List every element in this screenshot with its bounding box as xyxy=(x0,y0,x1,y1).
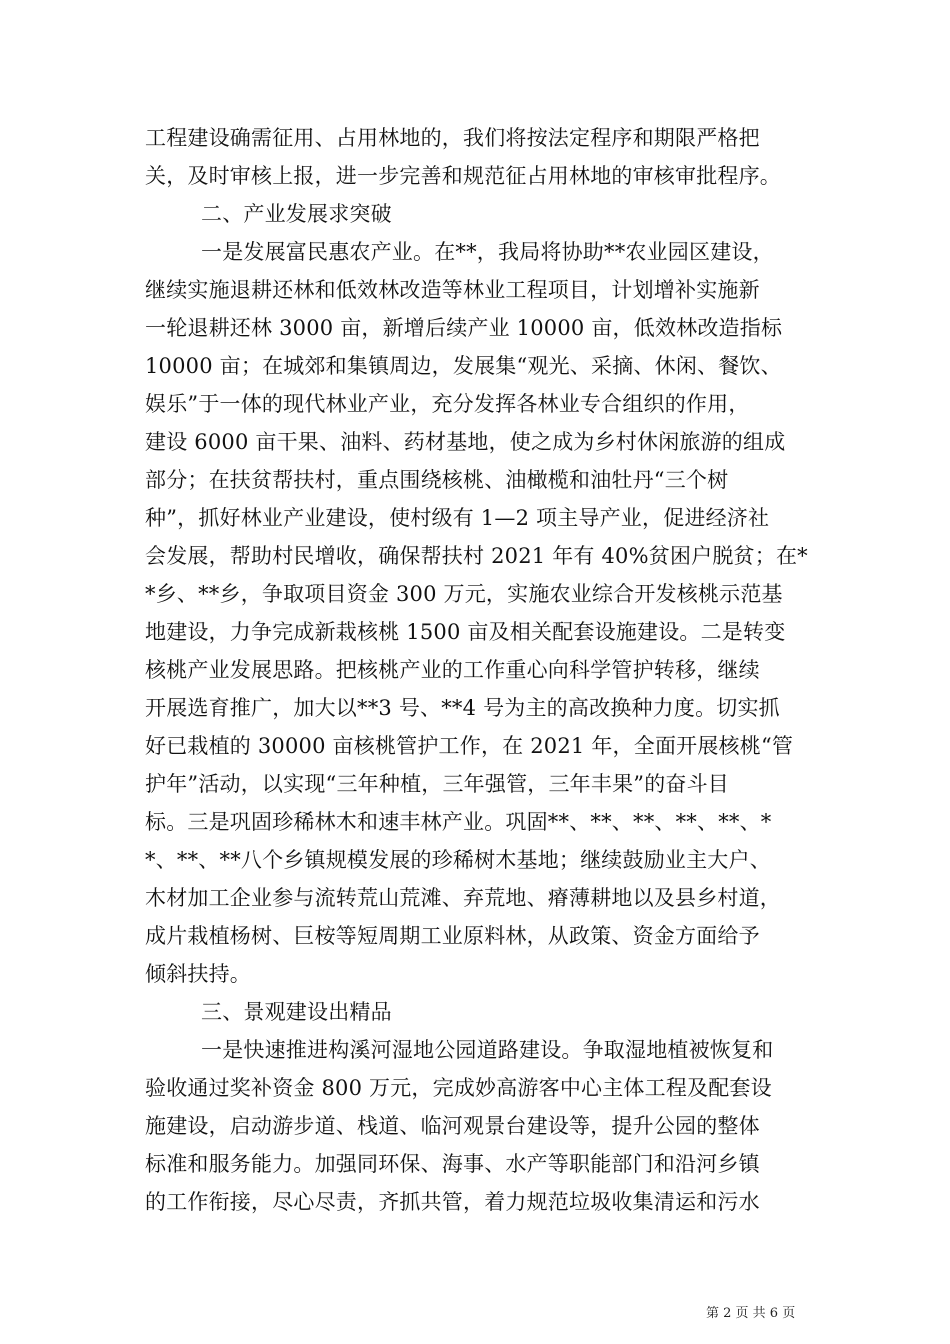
text-line: 关，及时审核上报，进一步完善和规范征占用林地的审核审批程序。 xyxy=(145,164,781,188)
text-line: 的工作衔接，尽心尽责，齐抓共管，着力规范垃圾收集清运和污水 xyxy=(145,1190,760,1214)
text-line: 一轮退耕还林 3000 亩，新增后续产业 10000 亩，低效林改造指标 xyxy=(145,316,783,340)
document-body xyxy=(145,119,825,1221)
page-number: 第 2 页 共 6 页 xyxy=(706,1306,796,1321)
text-line: 标准和服务能力。加强同环保、海事、水产等职能部门和沿河乡镇 xyxy=(145,1152,760,1176)
text-line: 会发展，帮助村民增收，确保帮扶村 2021 年有 40%贫困户脱贫；在* xyxy=(145,544,808,568)
text-line: 部分；在扶贫帮扶村，重点围绕核桃、油橄榄和油牡丹“三个树 xyxy=(145,468,729,492)
text-line: 好已栽植的 30000 亩核桃管护工作，在 2021 年，全面开展核桃“管 xyxy=(145,734,794,758)
text-line: 倾斜扶持。 xyxy=(145,962,251,986)
text-line: 验收通过奖补资金 800 万元，完成妙高游客中心主体工程及配套设 xyxy=(145,1076,772,1100)
text-line: 一是发展富民惠农产业。在**，我局将协助**农业园区建设， xyxy=(201,240,774,264)
text-line: 种”，抓好林业产业建设，使村级有 1—2 项主导产业，促进经济社 xyxy=(145,506,770,530)
text-line: 标。三是巩固珍稀林木和速丰林产业。巩固**、**、**、**、**、* xyxy=(145,810,772,834)
text-line: 继续实施退耕还林和低效林改造等林业工程项目，计划增补实施新 xyxy=(145,278,760,302)
text-line: *乡、**乡，争取项目资金 300 万元，实施农业综合开发核桃示范基 xyxy=(145,582,783,606)
text-line: 一是快速推进构溪河湿地公园道路建设。争取湿地植被恢复和 xyxy=(201,1038,774,1062)
section-heading: 二、产业发展求突破 xyxy=(201,202,392,226)
text-line: 建设 6000 亩干果、油料、药材基地，使之成为乡村休闲旅游的组成 xyxy=(145,430,786,454)
text-line: 木材加工企业参与流转荒山荒滩、弃荒地、瘠薄耕地以及县乡村道， xyxy=(145,886,781,910)
text-line: 工程建设确需征用、占用林地的，我们将按法定程序和期限严格把 xyxy=(145,126,760,150)
text-line: *、**、**八个乡镇规模发展的珍稀树木基地；继续鼓励业主大户、 xyxy=(145,848,771,872)
text-line: 地建设，力争完成新栽核桃 1500 亩及相关配套设施建设。二是转变 xyxy=(145,620,786,644)
text-line: 开展选育推广，加大以**3 号、**4 号为主的高改换种力度。切实抓 xyxy=(145,696,780,720)
text-line: 护年”活动，以实现“三年种植，三年强管，三年丰果”的奋斗目 xyxy=(145,772,730,796)
text-line: 成片栽植杨树、巨桉等短周期工业原料林，从政策、资金方面给予 xyxy=(145,924,760,948)
text-line: 10000 亩；在城郊和集镇周边，发展集“观光、采摘、休闲、餐饮、 xyxy=(145,354,782,378)
text-line: 施建设，启动游步道、栈道、临河观景台建设等，提升公园的整体 xyxy=(145,1114,760,1138)
text-line: 核桃产业发展思路。把核桃产业的工作重心向科学管护转移，继续 xyxy=(145,658,760,682)
section-heading: 三、景观建设出精品 xyxy=(201,1000,392,1024)
text-line: 娱乐”于一体的现代林业产业，充分发挥各林业专合组织的作用， xyxy=(145,392,750,416)
